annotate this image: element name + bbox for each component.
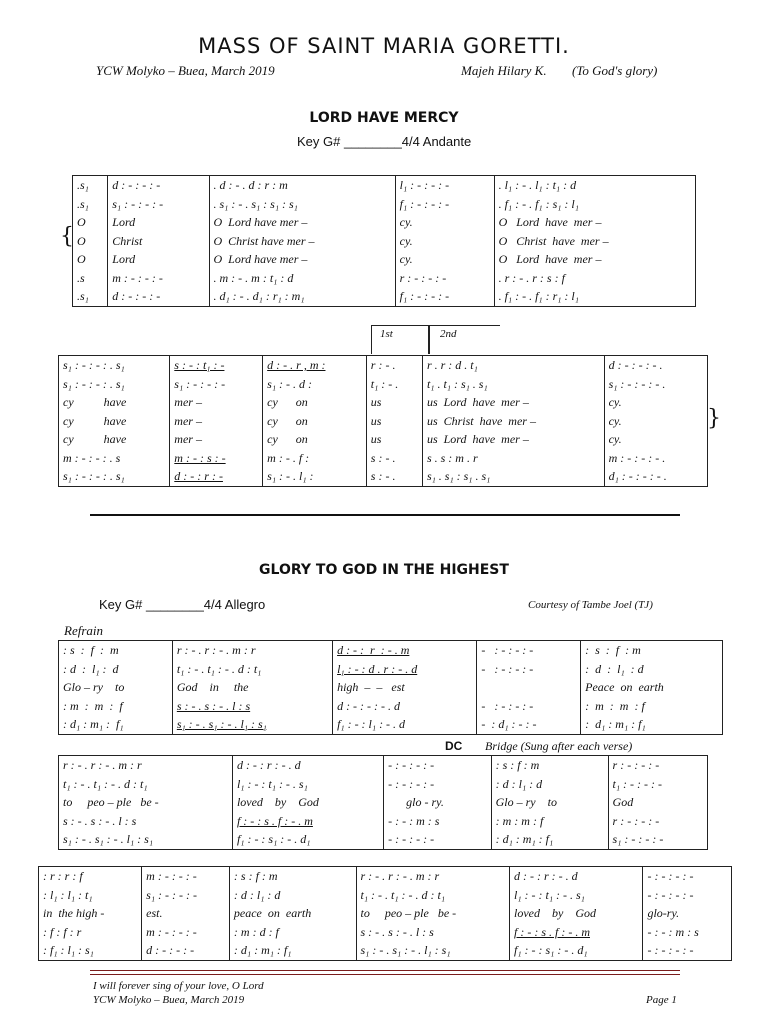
dedication: (To God's glory): [572, 63, 658, 78]
score-cell: Peace on earth: [581, 678, 723, 697]
score-cell: .s₁: [73, 287, 108, 306]
score-cell: : d₁ : m₁ : f₁: [581, 715, 723, 734]
score-cell: . d : - . d : r : m: [209, 176, 395, 195]
score-cell: - : - : m : s: [643, 923, 732, 942]
score-cell: : l₁ : l₁ : t₁: [39, 886, 142, 905]
score-row: [73, 232, 696, 251]
score-cell: m : - : - : - .: [604, 449, 707, 468]
score-cell: f₁ : - : - : -: [395, 195, 494, 214]
score-cell: . d₁ : - . d₁ : r₁ : m₁: [209, 287, 395, 306]
footer-rule-2: [90, 974, 680, 975]
score-cell: f : - : s . f : - . m: [510, 923, 643, 942]
score-cell: : f : f : r: [39, 923, 142, 942]
score-cell: Glo – ry to: [59, 678, 173, 697]
score-cell: : s : f : m: [229, 867, 356, 886]
score-cell: O Lord have mer –: [494, 250, 695, 269]
footer-origin: YCW Molyko – Buea, March 2019: [93, 994, 245, 1006]
score-row: [59, 467, 708, 486]
score-cell: O Christ have mer –: [209, 232, 395, 251]
score-row: [59, 430, 708, 449]
score-cell: s : - .: [366, 449, 422, 468]
score-cell: t₁ : - . t₁ : - . d : t₁: [59, 775, 233, 794]
score-cell: m : - : - : -: [108, 269, 209, 288]
score-cell: O Lord have mer –: [209, 213, 395, 232]
score-cell: s₁ . s₁ : s₁ . s₁: [422, 467, 604, 486]
score-cell: m : - : - : -: [142, 867, 230, 886]
score-cell: cy.: [395, 213, 494, 232]
score-cell: t₁ : - .: [366, 375, 422, 394]
score-cell: .s₁: [73, 195, 108, 214]
score-cell: s : - . s : - . l : s: [59, 812, 233, 831]
footer-quote: I will forever sing of your love, O Lord: [93, 980, 264, 992]
gloria-bridge-block: [58, 755, 708, 850]
page-number: Page 1: [646, 994, 677, 1006]
score-cell: m : - : - : -: [142, 923, 230, 942]
score-cell: s₁ : - : - : -: [608, 830, 707, 849]
score-cell: O Lord have mer –: [209, 250, 395, 269]
section-divider: [90, 514, 680, 516]
score-cell: - : - : - : -: [384, 775, 491, 794]
score-cell: d : - : r : - . d: [510, 867, 643, 886]
score-cell: s : - .: [366, 467, 422, 486]
score-cell: O Christ have mer –: [494, 232, 695, 251]
volta-2-bracket: [429, 325, 500, 354]
score-cell: s₁ : - : - : . s₁: [59, 467, 170, 486]
score-cell: cy.: [604, 393, 707, 412]
score-cell: us: [366, 393, 422, 412]
origin-line: YCW Molyko – Buea, March 2019: [96, 63, 275, 78]
score-cell: . f₁ : - . f₁ : s₁ : l₁: [494, 195, 695, 214]
score-cell: cy.: [604, 430, 707, 449]
score-row: [73, 250, 696, 269]
score-cell: s : - : t₁ : -: [170, 356, 263, 375]
score-cell: s₁ : - : - : . s₁: [59, 356, 170, 375]
score-cell: : f₁ : l₁ : s₁: [39, 941, 142, 960]
score-cell: : d : l₁ : d: [581, 660, 723, 679]
score-cell: f₁ : - : - : -: [395, 287, 494, 306]
score-cell: l₁ : - : - : -: [395, 176, 494, 195]
volta-1-bracket: [371, 325, 429, 354]
score-cell: m : - : - : . s: [59, 449, 170, 468]
score-row: [73, 213, 696, 232]
score-cell: l₁ : - : t₁ : - . s₁: [232, 775, 383, 794]
score-row: [59, 375, 708, 394]
score-row: [39, 904, 732, 923]
score-cell: : s : f : m: [59, 641, 173, 660]
score-cell: cy have: [59, 393, 170, 412]
score-cell: glo - ry.: [384, 793, 491, 812]
score-cell: : d₁ : m₁ : f₁: [491, 830, 608, 849]
score-row: [59, 641, 723, 660]
kyrie-score-block-2: [58, 355, 708, 487]
kyrie-heading: LORD HAVE MERCY: [309, 110, 459, 126]
bridge-label: Bridge (Sung after each verse): [485, 739, 633, 753]
gloria-key: Key G# ________4/4 Allegro: [99, 597, 266, 612]
score-cell: . r : - . r : s : f: [494, 269, 695, 288]
score-cell: f₁ : - : l₁ : - . d: [333, 715, 477, 734]
score-cell: s₁ : - : - : . s₁: [59, 375, 170, 394]
score-cell: d : - : r : - . m: [333, 641, 477, 660]
score-cell: - : - : - : -: [477, 641, 581, 660]
score-cell: d : - : - : - .: [604, 356, 707, 375]
score-cell: - : - : - : -: [384, 830, 491, 849]
score-cell: s₁ : - . d :: [263, 375, 367, 394]
score-cell: r : - . r : - . m : r: [172, 641, 332, 660]
score-row: [59, 678, 723, 697]
score-row: [59, 830, 708, 849]
score-cell: d : - : - : -: [108, 176, 209, 195]
score-cell: r : - : - : -: [395, 269, 494, 288]
score-cell: d : - : - : - . d: [333, 697, 477, 716]
volta-1-label: 1st: [380, 328, 393, 340]
score-row: [59, 812, 708, 831]
score-cell: : s : f : m: [581, 641, 723, 660]
score-cell: d : - : r : -: [170, 467, 263, 486]
score-cell: t₁ : - . t₁ : - . d : t₁: [172, 660, 332, 679]
score-cell: : d : l₁ : d: [59, 660, 173, 679]
score-cell: .s₁: [73, 176, 108, 195]
score-row: [59, 715, 723, 734]
score-cell: m : - . f :: [263, 449, 367, 468]
score-cell: cy on: [263, 430, 367, 449]
score-cell: cy have: [59, 412, 170, 431]
score-cell: : m : d : f: [229, 923, 356, 942]
score-cell: O: [73, 232, 108, 251]
score-cell: s₁ : - : - : -: [108, 195, 209, 214]
score-cell: Christ: [108, 232, 209, 251]
score-cell: d₁ : - : - : - .: [604, 467, 707, 486]
score-cell: loved by God: [232, 793, 383, 812]
score-cell: mer –: [170, 412, 263, 431]
score-row: [59, 449, 708, 468]
score-cell: us: [366, 430, 422, 449]
score-cell: - : d₁ : - : -: [477, 715, 581, 734]
score-cell: r : - .: [366, 356, 422, 375]
score-cell: s₁ : - : - : -: [142, 886, 230, 905]
score-row: [59, 356, 708, 375]
score-cell: - : - : - : -: [384, 756, 491, 775]
refrain-label: Refrain: [64, 623, 103, 638]
score-cell: cy have: [59, 430, 170, 449]
score-cell: cy on: [263, 412, 367, 431]
kyrie-key: Key G# ________4/4 Andante: [297, 134, 472, 149]
score-cell: s₁ : - : - : - .: [604, 375, 707, 394]
score-cell: f₁ : - : s₁ : - . d₁: [232, 830, 383, 849]
score-row: [59, 793, 708, 812]
dc-marker: DC: [445, 739, 463, 753]
score-cell: us Christ have mer –: [422, 412, 604, 431]
score-cell: to peo – ple be -: [59, 793, 233, 812]
score-row: [59, 697, 723, 716]
volta-2-label: 2nd: [440, 328, 457, 340]
score-cell: cy on: [263, 393, 367, 412]
score-row: [39, 941, 732, 960]
score-cell: cy.: [604, 412, 707, 431]
score-cell: l₁ : - : d . r : - . d: [333, 660, 477, 679]
score-cell: Lord: [108, 213, 209, 232]
score-cell: - : - : - : -: [643, 941, 732, 960]
score-cell: O Lord have mer –: [494, 213, 695, 232]
score-cell: : d : l₁ : d: [229, 886, 356, 905]
score-cell: - : - : - : -: [477, 697, 581, 716]
author-name: Majeh Hilary K.: [461, 63, 547, 78]
score-cell: . l₁ : - . l₁ : t₁ : d: [494, 176, 695, 195]
score-cell: cy.: [395, 232, 494, 251]
kyrie-score-block-1: [72, 175, 696, 307]
score-cell: : d₁ : m₁ : f₁: [229, 941, 356, 960]
score-row: [73, 287, 696, 306]
score-cell: cy.: [395, 250, 494, 269]
score-cell: us: [366, 412, 422, 431]
courtesy-note: Courtesy of Tambe Joel (TJ): [528, 599, 653, 611]
score-row: [59, 775, 708, 794]
score-row: [39, 923, 732, 942]
score-cell: s₁ : - : - : -: [170, 375, 263, 394]
score-cell: s₁ : - . s₁ : - . l₁ : s₁: [356, 941, 510, 960]
score-cell: God: [608, 793, 707, 812]
score-cell: : d₁ : m₁ : f₁: [59, 715, 173, 734]
score-cell: glo-ry.: [643, 904, 732, 923]
score-row: [39, 867, 732, 886]
score-cell: peace on earth: [229, 904, 356, 923]
score-cell: d : - : r : - . d: [232, 756, 383, 775]
score-cell: r : - : - : -: [608, 756, 707, 775]
right-brace-icon: }: [707, 406, 721, 431]
score-cell: : m : m : f: [491, 812, 608, 831]
score-cell: s : - . s : - . l : s: [356, 923, 510, 942]
gloria-verse-block: [38, 866, 732, 961]
score-cell: : m : m : f: [59, 697, 173, 716]
score-cell: God in the: [172, 678, 332, 697]
score-cell: Glo – ry to: [491, 793, 608, 812]
score-cell: s . s : m . r: [422, 449, 604, 468]
score-cell: O: [73, 250, 108, 269]
score-cell: - : - : m : s: [384, 812, 491, 831]
score-row: [73, 269, 696, 288]
score-cell: r : - : - : -: [608, 812, 707, 831]
score-cell: loved by God: [510, 904, 643, 923]
score-cell: s₁ : - . s₁ : - . l₁ : s₁: [59, 830, 233, 849]
score-cell: - : - : - : -: [477, 660, 581, 679]
score-cell: : m : m : f: [581, 697, 723, 716]
score-cell: mer –: [170, 430, 263, 449]
score-cell: f₁ : - : s₁ : - . d₁: [510, 941, 643, 960]
score-row: [59, 660, 723, 679]
score-cell: r . r : d . t₁: [422, 356, 604, 375]
score-cell: high – – est: [333, 678, 477, 697]
score-row: [39, 886, 732, 905]
page-title: MASS OF SAINT MARIA GORETTI.: [198, 34, 570, 58]
score-cell: Lord: [108, 250, 209, 269]
score-cell: O: [73, 213, 108, 232]
score-cell: s₁ : - . s₁ : - . l₁ : s₁: [172, 715, 332, 734]
score-cell: .s: [73, 269, 108, 288]
score-row: [59, 756, 708, 775]
gloria-heading: GLORY TO GOD IN THE HIGHEST: [259, 562, 509, 578]
score-row: [59, 412, 708, 431]
score-cell: l₁ : - : t₁ : - . s₁: [510, 886, 643, 905]
score-cell: . f₁ : - . f₁ : r₁ : l₁: [494, 287, 695, 306]
score-cell: t₁ : - : - : -: [608, 775, 707, 794]
score-cell: r : - . r : - . m : r: [59, 756, 233, 775]
score-cell: [477, 678, 581, 697]
score-cell: est.: [142, 904, 230, 923]
score-cell: mer –: [170, 393, 263, 412]
score-cell: in the high -: [39, 904, 142, 923]
footer-rule: [90, 970, 680, 971]
gloria-refrain-block: [58, 640, 723, 735]
score-row: [73, 195, 696, 214]
score-cell: t₁ . t₁ : s₁ . s₁: [422, 375, 604, 394]
score-cell: d : - : - : -: [108, 287, 209, 306]
score-cell: r : - . r : - . m : r: [356, 867, 510, 886]
score-cell: . s₁ : - . s₁ : s₁ : s₁: [209, 195, 395, 214]
score-cell: : d : l₁ : d: [491, 775, 608, 794]
score-cell: d : - . r , m :: [263, 356, 367, 375]
score-cell: - : - : - : -: [643, 867, 732, 886]
score-cell: f : - : s . f : - . m: [232, 812, 383, 831]
score-row: [59, 393, 708, 412]
score-cell: - : - : - : -: [643, 886, 732, 905]
score-cell: . m : - . m : t₁ : d: [209, 269, 395, 288]
score-cell: t₁ : - . t₁ : - . d : t₁: [356, 886, 510, 905]
score-cell: d : - : - : -: [142, 941, 230, 960]
score-cell: us Lord have mer –: [422, 430, 604, 449]
score-cell: m : - : s : -: [170, 449, 263, 468]
score-cell: s : - . s : - . l : s: [172, 697, 332, 716]
score-cell: us Lord have mer –: [422, 393, 604, 412]
left-brace-icon: {: [60, 224, 74, 249]
score-cell: to peo – ple be -: [356, 904, 510, 923]
score-cell: : r : r : f: [39, 867, 142, 886]
score-cell: s₁ : - . l₁ :: [263, 467, 367, 486]
score-row: [73, 176, 696, 195]
score-cell: : s : f : m: [491, 756, 608, 775]
